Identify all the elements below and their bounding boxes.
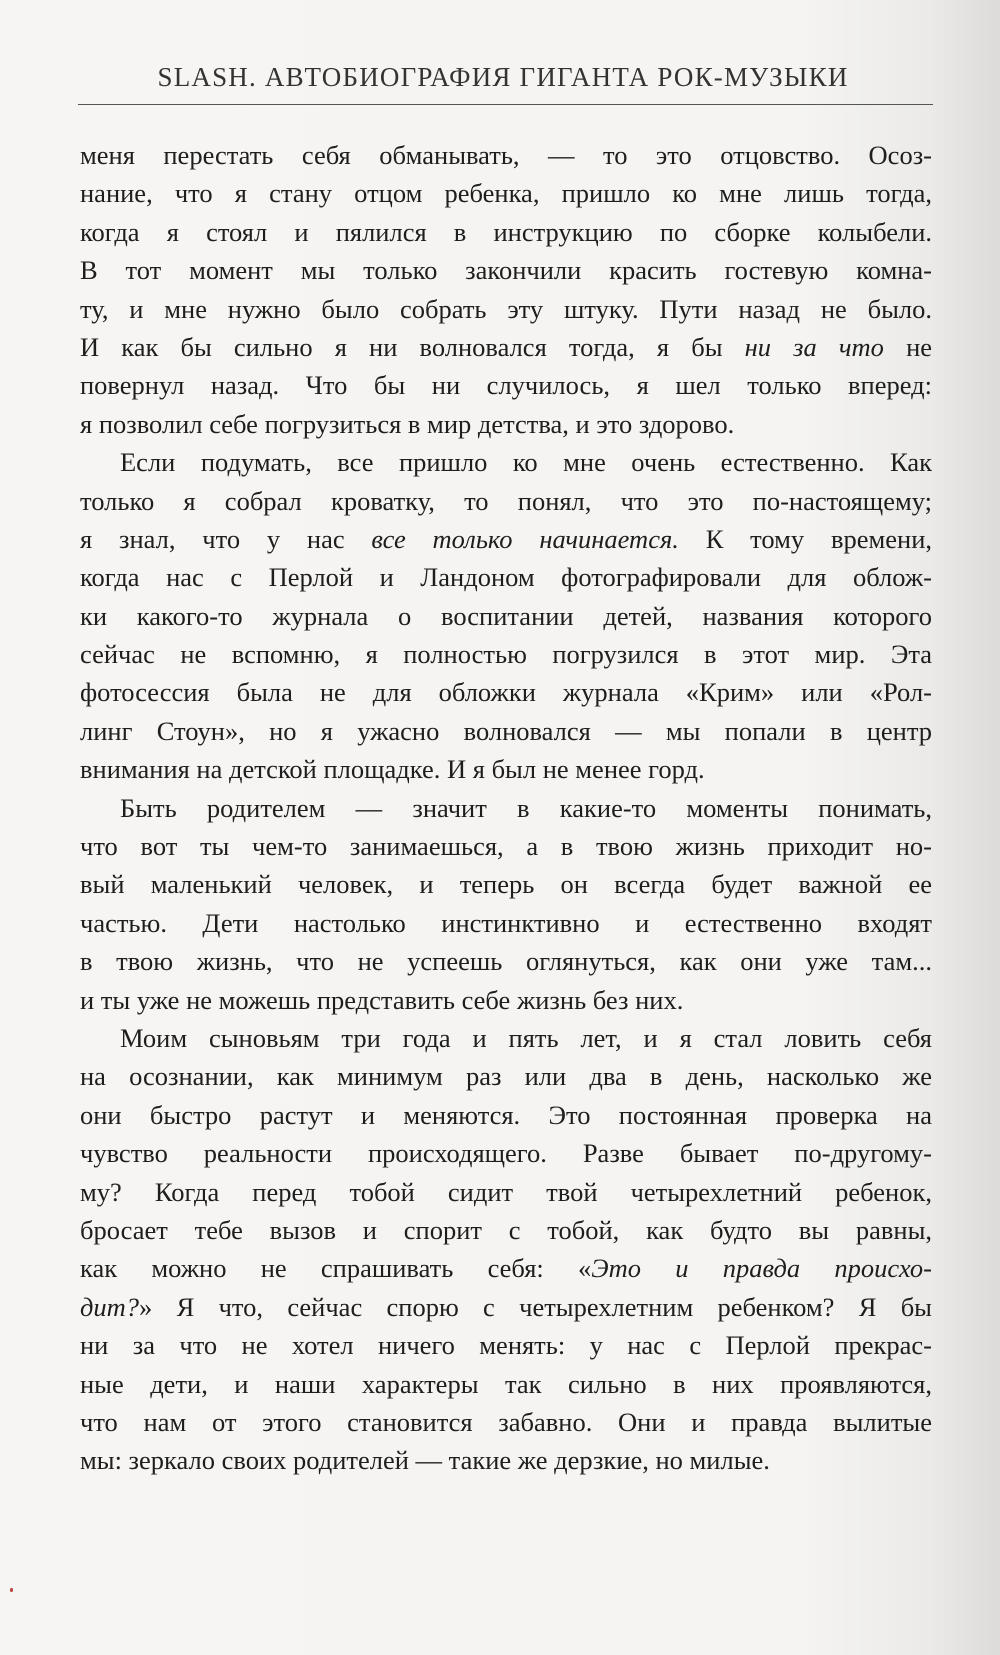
text-line: В тот момент мы только закончили красить гостевую комна- [80,255,932,286]
text-line: Моим сыновьям три года и пять лет, и я стал ловить себя [120,1022,932,1053]
text-line: когда нас с Перлой и Ландоном фотографировали для облож- [80,562,932,593]
running-header-title: SLASH. АВТОБИОГРАФИЯ ГИГАНТА РОК-МУЗЫКИ [157,62,849,92]
text-line: повернул назад. Что бы ни случилось, я шел только вперед: [80,370,932,401]
text-line [80,520,932,558]
text-segment: не [883,331,933,362]
paragraph [80,789,932,1019]
text-line: я позволил себе погрузиться в мир детства, и это здорово. [80,408,735,439]
text-line [80,1249,932,1287]
italic-segment: Это и правда происхо- [591,1253,933,1284]
text-line: частью. Дети настолько инстинктивно и естественно входят [80,907,932,938]
text-line: Быть родителем — значит в какие-то моменты понимать, [120,792,932,823]
italic-segment: все только начинается. [371,523,679,554]
paragraph [80,443,932,789]
paragraph [80,1019,932,1480]
text-line: Если подумать, все пришло ко мне очень естественно. Как [120,447,932,478]
paragraph [80,136,932,443]
text-line: ни за что не хотел ничего менять: у нас с Перлой прекрас- [80,1330,932,1361]
text-line: в твою жизнь, что не успеешь оглянуться, как они уже там... [80,946,932,977]
text-segment: я знал, что у нас [80,523,372,554]
text-segment: К тому времени, [678,523,932,554]
text-segment: И как бы сильно я ни волновался тогда, я бы [80,331,745,362]
text-line: му? Когда перед тобой сидит твой четырехлетний ребенок, [80,1176,932,1207]
text-line: чувство реальности происходящего. Разве бывает по-другому- [80,1138,932,1169]
text-line: ные дети, и наши характеры так сильно в них проявляются, [80,1368,932,1399]
text-line: сейчас не вспомню, я полностью погрузился в этот мир. Эта [80,639,932,670]
text-line: нание, что я стану отцом ребенка, пришло ко мне лишь тогда, [80,178,932,209]
text-line: только я собрал кроватку, то понял, что это по-настоящему; [80,485,932,516]
text-line: ки какого-то журнала о воспитании детей, названия которого [80,600,932,631]
text-line: когда я стоял и пялился в инструкцию по сборке колыбели. [80,216,932,247]
text-line: на осознании, как минимум раз или два в день, насколько же [80,1061,932,1092]
italic-segment: дит? [80,1291,140,1322]
body-text [80,136,932,1480]
page-mark [10,1588,13,1592]
italic-segment: ни за что [744,331,884,362]
text-segment: как можно не спрашивать себя: « [80,1253,592,1284]
text-line: мы: зеркало своих родителей — такие же дерзкие, но милые. [80,1445,770,1476]
text-line: вый маленький человек, и теперь он всегда будет важной ее [80,869,932,900]
text-line [80,1288,932,1326]
text-line: меня перестать себя обманывать, — то это отцовство. Осоз- [80,140,932,170]
text-line: внимания на детской площадке. И я был не менее горд. [80,754,705,785]
text-line: линг Стоун», но я ужасно волновался — мы попали в центр [80,715,932,746]
text-line: ту, и мне нужно было собрать эту штуку. Пути назад не было. [80,293,932,324]
text-line: бросает тебе вызов и спорит с тобой, как будто вы равны, [80,1214,932,1245]
text-segment: » Я что, сейчас спорю с четырехлетним ребенком? Я бы [139,1291,932,1322]
text-line: они быстро растут и меняются. Это постоянная проверка на [80,1099,932,1130]
text-line: что вот ты чем-то занимаешься, а в твою жизнь приходит но- [80,831,932,862]
header-rule [78,104,933,105]
text-line: и ты уже не можешь представить себе жизнь без них. [80,984,684,1015]
text-line: что нам от этого становится забавно. Они и правда вылитые [80,1406,932,1437]
text-line: фотосессия была не для обложки журнала «Крим» или «Рол- [80,677,932,708]
text-line [80,328,932,366]
